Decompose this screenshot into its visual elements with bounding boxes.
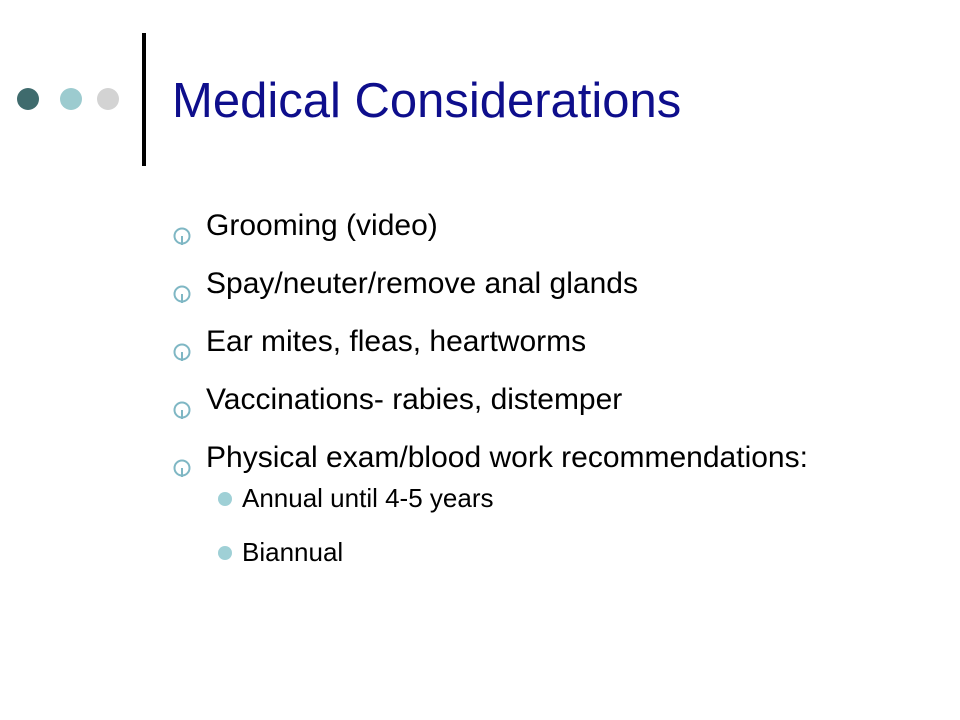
bullet-item	[172, 206, 932, 246]
sub-bullet-item	[206, 482, 932, 514]
bullet-ring-icon	[172, 391, 192, 411]
bullet-list	[172, 206, 932, 590]
bullet-ring-icon	[172, 275, 192, 295]
sub-bullet-dot-icon	[218, 546, 232, 560]
bullet-text: Spay/neuter/remove anal glands	[206, 267, 638, 300]
title-vertical-rule	[142, 33, 146, 166]
decorative-dot-gray	[97, 88, 119, 110]
decorative-dot-dark	[17, 88, 39, 110]
sub-bullet-text: Biannual	[242, 537, 344, 567]
bullet-item	[172, 264, 932, 304]
sub-bullet-list	[206, 482, 932, 568]
bullet-item	[172, 380, 932, 420]
bullet-item	[172, 438, 932, 568]
decorative-dot-teal	[60, 88, 82, 110]
bullet-item	[172, 322, 932, 362]
sub-bullet-item	[206, 536, 932, 568]
sub-bullet-dot-icon	[218, 492, 232, 506]
bullet-text: Physical exam/blood work recommendations:	[206, 441, 808, 474]
bullet-text: Grooming (video)	[206, 209, 438, 242]
slide-title: Medical Considerations	[172, 74, 682, 128]
bullet-ring-icon	[172, 217, 192, 237]
bullet-text: Vaccinations- rabies, distemper	[206, 383, 623, 416]
bullet-ring-icon	[172, 449, 192, 469]
sub-bullet-text: Annual until 4-5 years	[242, 483, 494, 513]
bullet-text: Ear mites, fleas, heartworms	[206, 325, 587, 358]
bullet-ring-icon	[172, 333, 192, 353]
